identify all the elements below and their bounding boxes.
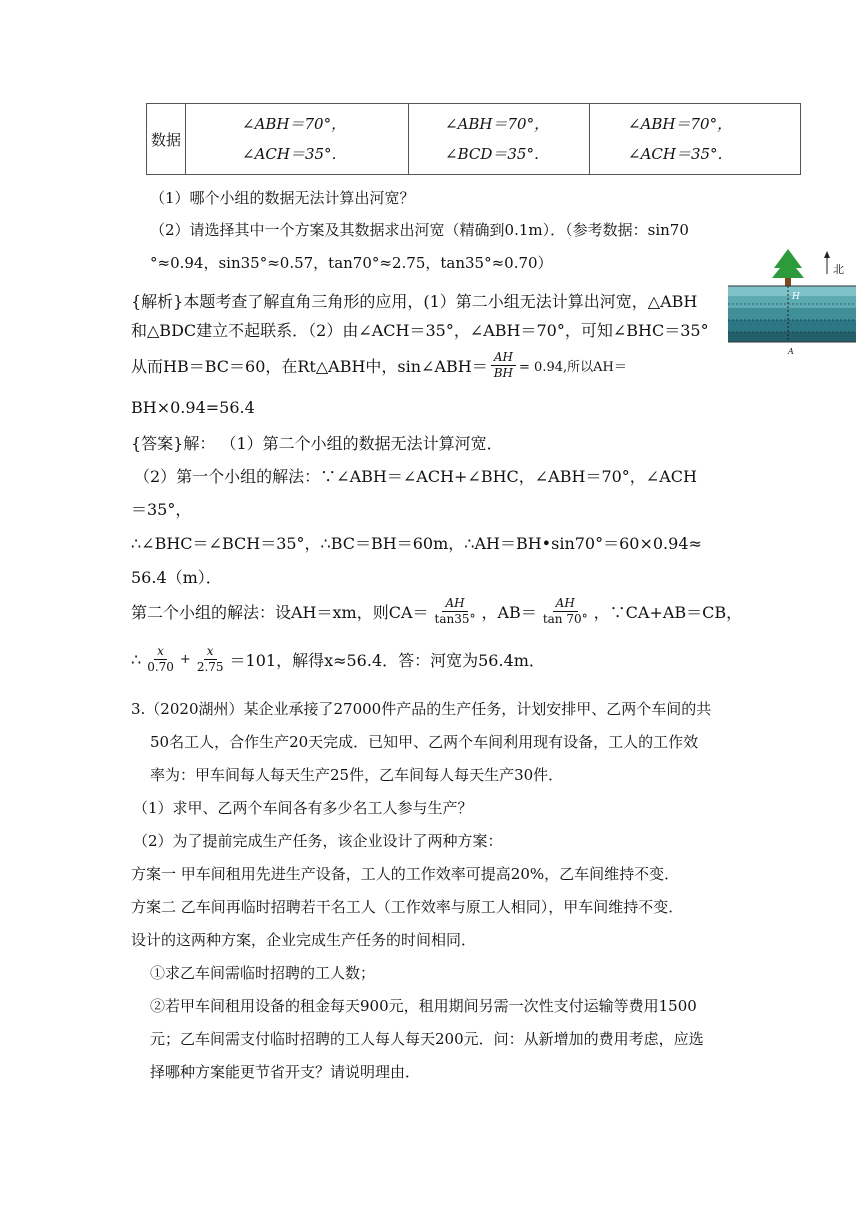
river-figure [726,246,858,362]
fraction-ah-tan70 [540,596,591,627]
answer-line2: （2）第一个小组的解法：∵∠ABH＝∠ACH+∠BHC，∠ABH＝70°，∠ACH [134,467,697,486]
problem3-plan2: 方案二 乙车间再临时招聘若干名工人（工作效率与原工人相同），甲车间维持不变． [131,898,684,916]
cell-line: ∠ABH＝70°， [242,115,347,133]
answer-line7 [131,644,545,675]
tree-icon [772,249,804,278]
data-table [146,103,801,175]
problem3-same: 设计的这两种方案，企业完成生产任务的时间相同． [131,931,477,949]
analysis-line4: BH×0.94=56.4 [131,398,255,417]
analysis-line3-pre: 从而HB＝BC＝60，在Rt△ABH中，sin∠ABH＝ [131,357,488,376]
answer-line1: {答案}解： （1）第二个小组的数据无法计算河宽． [131,434,503,453]
analysis-line3-post: = 0.94,所以AH＝ [519,360,627,375]
river-diagram [726,246,858,358]
cell-line: ∠ACH＝35°． [628,145,733,163]
table-label: 数据 [150,130,181,149]
table-cell-group2 [409,104,590,175]
label-h: H [792,292,800,302]
fraction-denominator: 0.70 [147,660,174,674]
problem3-line1: 3.（2020湖州）某企业承接了27000件产品的生产任务，计划安排甲、乙两个车间的共 [131,700,712,718]
fraction-denominator: BH [493,366,514,380]
problem3-sub1: ①求乙车间需临时招聘的工人数； [150,964,376,982]
analysis-line1: {解析}本题考查了解直角三角形的应用，(1）第二小组无法计算出河宽，△ABH [131,292,698,311]
cell-line: ∠ABH＝70°， [445,115,550,133]
fraction-numerator: AH [491,350,516,366]
problem3-line3: 率为：甲车间每人每天生产25件，乙车间每人每天生产30件． [150,766,564,784]
analysis-line2: 和△BDC建立不起联系．（2）由∠ACH＝35°，∠ABH＝70°，可知∠BHC＝35° [131,321,709,340]
answer-line7-pre: ∴ [131,650,142,669]
cell-line: ∠BCD＝35°． [445,145,549,163]
fraction-denominator: tan35° [434,612,476,626]
plus-sign: + [179,652,191,667]
problem3-plan1: 方案一 甲车间租用先进生产设备，工人的工作效率可提高20%，乙车间维持不变． [131,865,680,883]
fraction-numerator: AH [442,596,467,612]
cell-line: ∠ACH＝35°． [242,145,347,163]
fraction-x-070 [144,644,177,675]
fraction-ah-bh [491,350,516,381]
answer-line6-mid: ，AB＝ [481,603,537,622]
answer-line3: ＝35°， [131,500,192,519]
cell-line: ∠ABH＝70°， [628,115,733,133]
table-label-cell [147,104,186,175]
answer-line6 [131,596,742,627]
answer-line6-pre: 第二个小组的解法：设AH＝xm，则CA＝ [131,603,429,622]
fraction-ah-tan35 [432,596,479,627]
problem3-sub2-line3: 择哪种方案能更节省开支？请说明理由． [150,1063,421,1081]
fraction-denominator: 2.75 [196,660,224,674]
problem3-sub2-line2: 元；乙车间需支付临时招聘的工人每人每天200元．问：从新增加的费用考虑，应选 [150,1030,704,1048]
answer-line6-post: ，∵CA+AB＝CB， [593,603,743,622]
fraction-x-275 [194,644,227,675]
label-a: A [788,347,794,356]
fraction-numerator: AH [553,596,578,612]
answer-line4: ∴∠BHC＝∠BCH＝35°，∴BC＝BH＝60m，∴AH＝BH•sin70°＝60×0.94≈ [131,534,702,553]
question-2-line1: （2）请选择其中一个方案及其数据求出河宽（精确到0.1m）．（参考数据：sin70 [150,221,689,239]
north-label: 北 [833,263,844,276]
fraction-denominator: tan 70° [542,612,588,626]
question-1: （1）哪个小组的数据无法计算出河宽？ [150,189,415,207]
fraction-numerator: x [154,644,167,660]
table-cell-group3 [590,104,801,175]
problem3-q1: （1）求甲、乙两个车间各有多少名工人参与生产？ [133,799,473,817]
question-2-line2: °≈0.94，sin35°≈0.57，tan70°≈2.75，tan35°≈0.70） [150,254,553,272]
answer-line7-post: ＝101，解得x≈56.4．答：河宽为56.4m． [229,651,545,670]
answer-line5: 56.4（m）． [131,568,222,587]
analysis-line3 [131,350,627,381]
problem3-sub2-line1: ②若甲车间租用设备的租金每天900元，租用期间另需一次性支付运输等费用1500 [150,997,697,1015]
problem3-line2: 50名工人，合作生产20天完成．已知甲、乙两个车间利用现有设备，工人的工作效 [150,733,699,751]
fraction-numerator: x [204,644,217,660]
table-cell-group1 [186,104,409,175]
problem3-q2: （2）为了提前完成生产任务，该企业设计了两种方案： [133,832,503,850]
